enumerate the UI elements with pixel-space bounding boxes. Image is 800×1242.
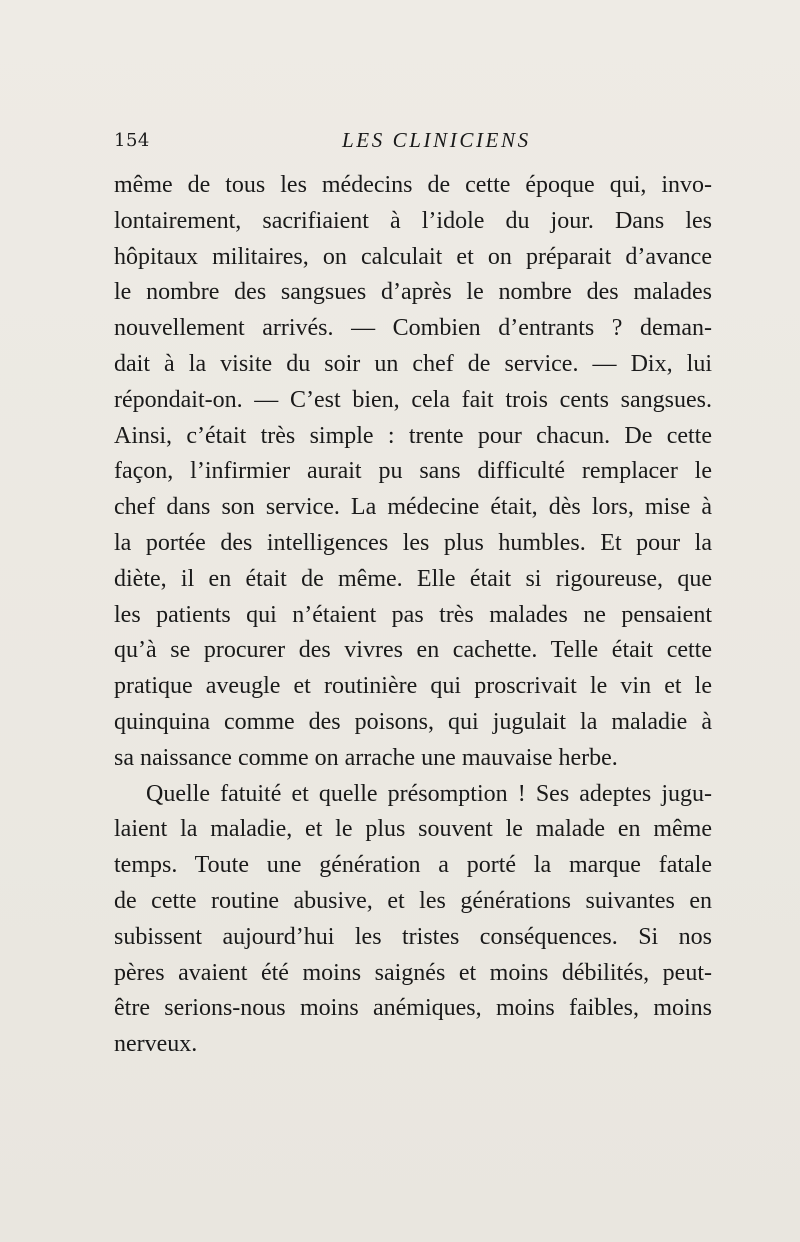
text-line: quinquina comme des poisons, qui jugulait la maladie à (114, 708, 712, 735)
text-line: sa naissance comme on arrache une mauvaise herbe. (114, 744, 618, 771)
text-line: diète, il en était de même. Elle était si rigoureuse, que (114, 565, 712, 592)
text-line: laient la maladie, et le plus souvent le malade en même (114, 816, 712, 843)
text-line: même de tous les médecins de cette époque qui, invo- (114, 172, 712, 198)
text-line: lontairement, sacrifiaient à l’idole du jour. Dans les (114, 207, 712, 234)
text-line: Ainsi, c’était très simple : trente pour chacun. De cette (114, 422, 712, 449)
text-line: chef dans son service. La médecine était, dès lors, mise à (114, 494, 712, 521)
page-number: 154 (114, 130, 150, 151)
text-line: hôpitaux militaires, on calculait et on préparait d’avance (114, 243, 712, 270)
text-line: nerveux. (114, 1031, 198, 1058)
text-line: qu’à se procurer des vivres en cachette. Telle était cette (114, 637, 712, 664)
text-line: façon, l’infirmier aurait pu sans difficulté remplacer le (114, 458, 712, 485)
text-line: subissent aujourd’hui les tristes conséquences. Si nos (114, 923, 712, 950)
text-line: dait à la visite du soir un chef de service. — Dix, lui (114, 350, 712, 377)
running-head (114, 128, 714, 158)
text-line: les patients qui n’étaient pas très malades ne pensaient (114, 601, 712, 628)
text-line: de cette routine abusive, et les générations suivantes en (114, 887, 712, 914)
text-line: le nombre des sangsues d’après le nombre des malades (114, 279, 712, 306)
text-line: être serions-nous moins anémiques, moins faibles, moins (114, 995, 712, 1022)
body-text (114, 168, 712, 1063)
text-line: nouvellement arrivés. — Combien d’entrants ? deman- (114, 315, 712, 342)
text-line: la portée des intelligences les plus humbles. Et pour la (114, 529, 712, 556)
text-line: pères avaient été moins saignés et moins débilités, peut- (114, 959, 712, 986)
text-line: pratique aveugle et routinière qui proscrivait le vin et le (114, 673, 712, 700)
running-title: LES CLINICIENS (342, 128, 531, 152)
text-line: répondait-on. — C’est bien, cela fait trois cents sangsues. (114, 386, 712, 413)
text-line: Quelle fatuité et quelle présomption ! Ses adeptes jugu- (146, 780, 712, 807)
text-line: temps. Toute une génération a porté la marque fatale (114, 852, 712, 879)
